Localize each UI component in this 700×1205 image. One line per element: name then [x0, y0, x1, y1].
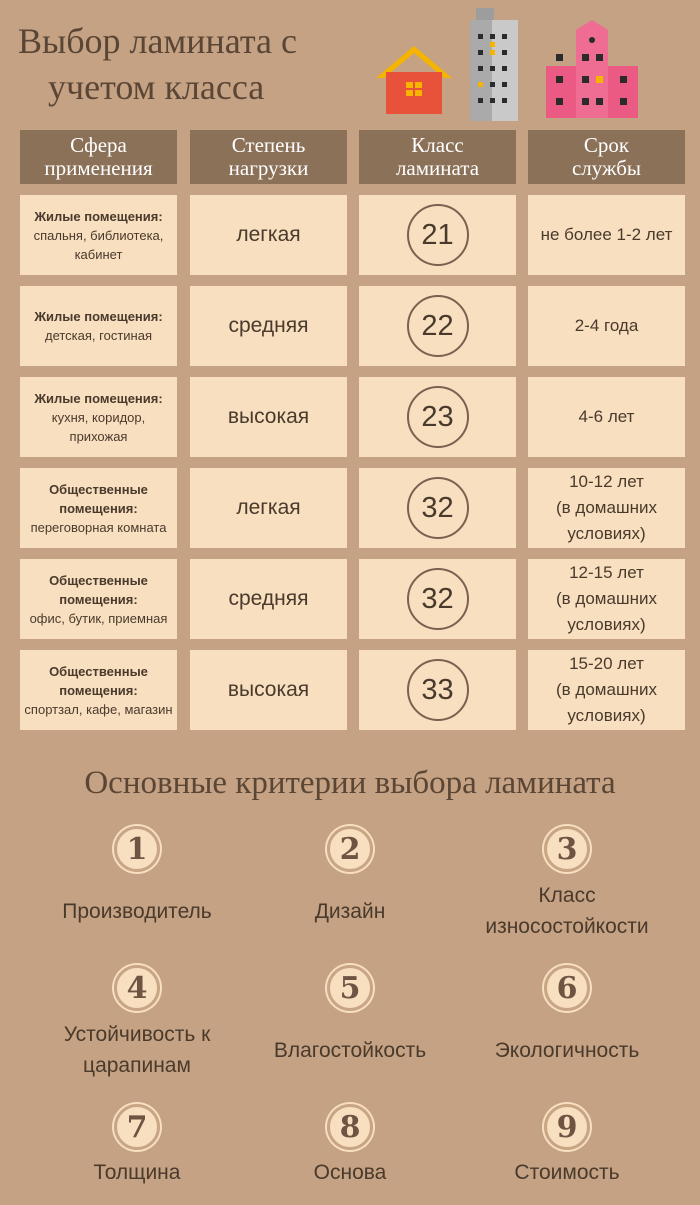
criteria-title: Основные критерии выбора ламината — [84, 765, 616, 801]
table-cell-class — [359, 286, 516, 366]
table-cell-class — [359, 377, 516, 457]
header-load-line-1: Степень — [231, 133, 306, 157]
sphere-detail: офис, бутик, приемная — [29, 610, 168, 626]
criterion-label — [457, 876, 677, 946]
lifetime-line-1: не более 1-2 лет — [540, 225, 673, 244]
class-badge: 23 — [407, 386, 469, 448]
criterion-item — [27, 1104, 247, 1190]
sphere-title: Общественные помещения: — [49, 663, 148, 698]
sphere-detail: спортзал, кафе, магазин — [24, 701, 173, 717]
table-cell-load: высокая — [190, 377, 347, 457]
sphere-detail: детская, гостиная — [44, 328, 152, 343]
criterion-label-line-1: Устойчивость к — [63, 1023, 211, 1046]
lifetime-line-3: условиях) — [567, 615, 646, 634]
criterion-label-line-2: царапинам — [83, 1054, 191, 1077]
lifetime-line-3: условиях) — [567, 524, 646, 543]
criterion-label-line-1: Экологичность — [494, 1038, 640, 1062]
number-9-icon: 9 — [544, 1104, 590, 1150]
criterion-label — [240, 876, 460, 946]
title-line-1: Выбор ламината с — [18, 21, 297, 61]
criterion-label-line-1: Стоимость — [514, 1160, 620, 1184]
number-6-icon: 6 — [544, 965, 590, 1011]
sphere-title: Общественные помещения: — [49, 572, 148, 607]
criterion-label-line-1: Производитель — [62, 899, 212, 923]
header-lifetime — [528, 130, 685, 184]
criterion-item — [27, 826, 247, 946]
class-badge: 33 — [407, 659, 469, 721]
criterion-label — [240, 1015, 460, 1085]
lifetime-line-2: (в домашних — [556, 589, 657, 608]
sphere-detail: спальня, библиотека, кабинет — [33, 227, 164, 262]
table-cell-load: средняя — [190, 559, 347, 639]
number-1-icon: 1 — [114, 826, 160, 872]
lifetime-line-1: 15-20 лет — [569, 654, 644, 673]
table-cell-lifetime — [528, 286, 685, 366]
sphere-title: Общественные помещения: — [49, 481, 148, 516]
header-load-line-2: нагрузки — [228, 156, 309, 180]
class-badge: 21 — [407, 204, 469, 266]
criterion-item — [27, 965, 247, 1085]
header-class-line-2: ламината — [395, 156, 480, 180]
header-sphere-line-1: Сфера — [70, 133, 127, 157]
table-cell-sphere — [20, 195, 177, 275]
number-2-icon: 2 — [327, 826, 373, 872]
table-cell-load: высокая — [190, 650, 347, 730]
header-lifetime-line-1: Срок — [583, 133, 630, 157]
class-badge: 32 — [407, 477, 469, 539]
table-cell-class — [359, 559, 516, 639]
table-cell-lifetime — [528, 195, 685, 275]
header-sphere-line-2: применения — [44, 156, 153, 180]
sphere-title: Жилые помещения: — [34, 309, 163, 324]
criterion-item — [240, 1104, 460, 1190]
table-cell-sphere — [20, 377, 177, 457]
lifetime-line-1: 12-15 лет — [569, 563, 644, 582]
table-cell-load: средняя — [190, 286, 347, 366]
table-cell-class — [359, 468, 516, 548]
table-cell-class — [359, 650, 516, 730]
table-cell-sphere — [20, 559, 177, 639]
number-8-icon: 8 — [327, 1104, 373, 1150]
sphere-title: Жилые помещения: — [34, 208, 163, 224]
apartment-building-icon — [546, 20, 638, 118]
criterion-item — [457, 826, 677, 946]
sphere-detail: переговорная комната — [30, 519, 167, 535]
criterion-label — [27, 876, 247, 946]
number-5-icon: 5 — [327, 965, 373, 1011]
table-cell-class — [359, 195, 516, 275]
criterion-label — [240, 1154, 460, 1190]
house-icon — [376, 46, 452, 114]
class-badge: 22 — [407, 295, 469, 357]
table-cell-sphere — [20, 650, 177, 730]
criterion-item — [457, 965, 677, 1085]
criterion-item — [457, 1104, 677, 1190]
criterion-label — [27, 1015, 247, 1085]
header-sphere — [20, 130, 177, 184]
criterion-item — [240, 826, 460, 946]
criterion-label-line-1: Влагостойкость — [273, 1038, 427, 1062]
buildings-illustration — [370, 6, 650, 121]
criterion-label-line-1: Дизайн — [314, 899, 386, 923]
criterion-label — [457, 1015, 677, 1085]
table-cell-load: легкая — [190, 195, 347, 275]
table-cell-lifetime — [528, 377, 685, 457]
criterion-label — [27, 1154, 247, 1190]
lifetime-line-3: условиях) — [567, 706, 646, 725]
table-cell-lifetime — [528, 559, 685, 639]
lifetime-line-2: (в домашних — [556, 680, 657, 699]
lifetime-line-1: 10-12 лет — [569, 472, 644, 491]
header-load — [190, 130, 347, 184]
sphere-title: Жилые помещения: — [34, 390, 163, 406]
header-lifetime-line-2: службы — [571, 156, 642, 180]
table-cell-lifetime — [528, 650, 685, 730]
criterion-item — [240, 965, 460, 1085]
criterion-label-line-2: износостойкости — [485, 915, 649, 938]
number-3-icon: 3 — [544, 826, 590, 872]
lifetime-line-1: 4-6 лет — [578, 407, 635, 426]
table-cell-load: легкая — [190, 468, 347, 548]
header-class — [359, 130, 516, 184]
lifetime-line-2: (в домашних — [556, 498, 657, 517]
table-cell-lifetime — [528, 468, 685, 548]
table-cell-sphere — [20, 468, 177, 548]
sphere-detail: кухня, коридор, прихожая — [51, 409, 146, 444]
header-class-line-1: Класс — [411, 133, 464, 157]
criterion-label-line-1: Толщина — [93, 1160, 181, 1184]
table-cell-sphere — [20, 286, 177, 366]
criterion-label-line-1: Основа — [313, 1160, 387, 1184]
number-4-icon: 4 — [114, 965, 160, 1011]
office-tower-icon — [470, 8, 518, 121]
lifetime-line-1: 2-4 года — [574, 316, 639, 335]
class-badge: 32 — [407, 568, 469, 630]
title-line-2: учетом класса — [48, 67, 265, 107]
criterion-label-line-1: Класс — [538, 884, 596, 907]
page-title — [18, 18, 297, 110]
number-7-icon: 7 — [114, 1104, 160, 1150]
criterion-label — [457, 1154, 677, 1190]
